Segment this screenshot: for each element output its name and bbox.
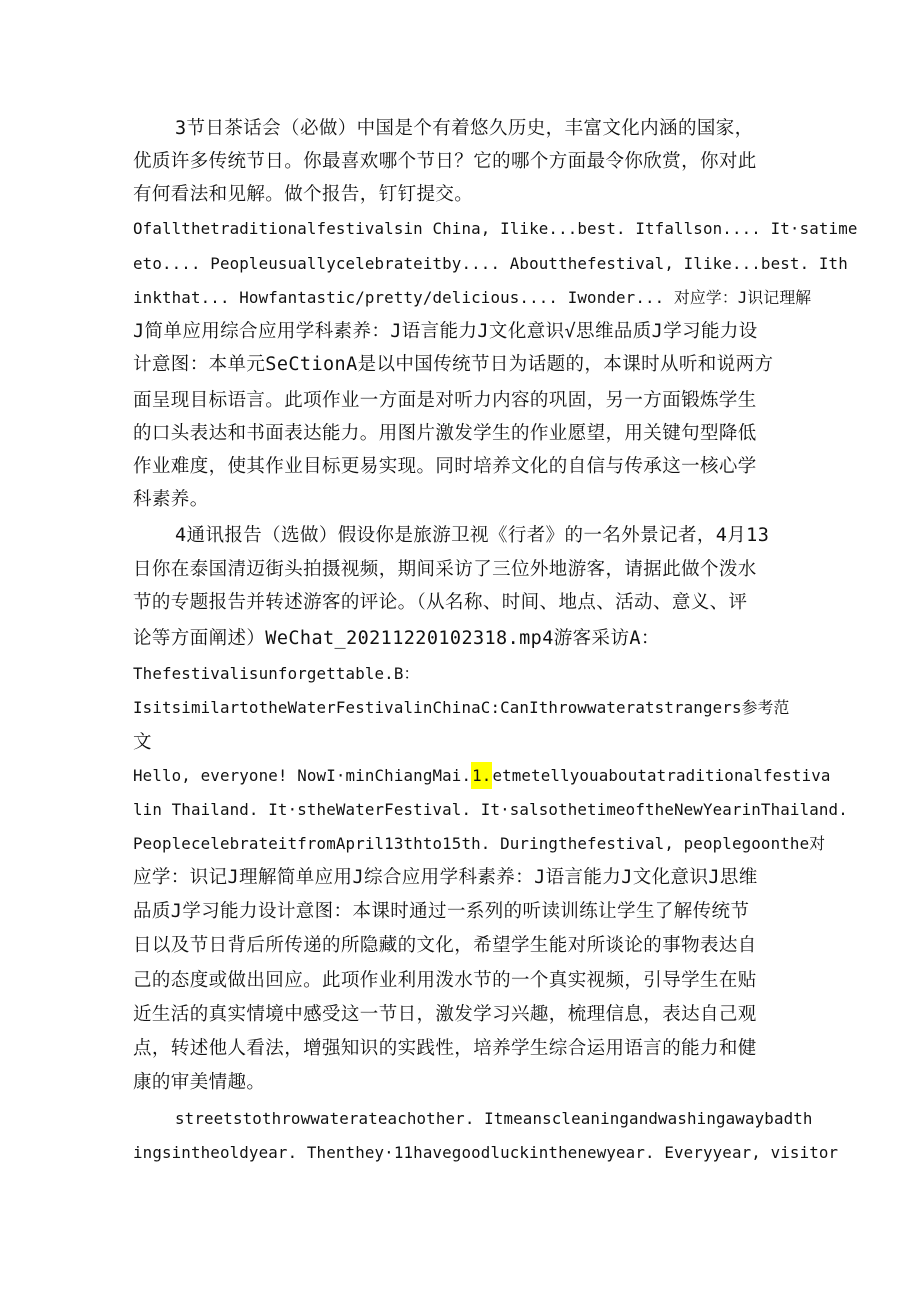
- sample-line-1-end: etmetellyouaboutatraditionalfestiva: [492, 766, 831, 785]
- paragraph-4-line-1: 4通讯报告（选做）假设你是旅游卫视《行者》的一名外景记者，4月13: [175, 525, 770, 546]
- paragraph-4-line-6: IsitsimilartotheWaterFestivalinChinaC:CanIthrowwateratstrangers参考范: [133, 698, 790, 717]
- paragraph-3-line-6: inkthat... Howfantastic/pretty/delicious.... Iwonder... 对应学：J识记理解: [133, 288, 812, 307]
- paragraph-4-line-5: Thefestivalisunforgettable.B：: [133, 664, 420, 683]
- sample-line-2: lin Thailand. It·stheWaterFestival. It·salsothetimeoftheNewYearinThailand.: [133, 800, 848, 819]
- sample-line-7: 己的态度或做出回应。此项作业利用泼水节的一个真实视频，引导学生在贴: [133, 970, 757, 991]
- sample-line-1: [133, 766, 831, 785]
- sample-continuation-line-1: streetstothrowwaterateachother. Itmeanscleaningandwashingawaybadth: [175, 1109, 813, 1128]
- paragraph-4-line-7: 文: [133, 732, 152, 753]
- sample-line-3: PeoplecelebrateitfromApril13thto15th. Duringthefestival, peoplegoonthe对: [133, 834, 826, 853]
- sample-line-9: 点，转述他人看法，增强知识的实践性，培养学生综合运用语言的能力和健: [133, 1038, 757, 1059]
- sample-line-5: 品质J学习能力设计意图：本课时通过一系列的听读训练让学生了解传统节: [133, 901, 750, 922]
- paragraph-4-line-4: 论等方面阐述）WeChat_20211220102318.mp4游客采访A：: [133, 628, 660, 649]
- sample-line-1-start: Hello, everyone! NowI·minChiangMai.: [133, 766, 472, 785]
- paragraph-3-line-1: 3节日茶话会（必做）中国是个有着悠久历史，丰富文化内涵的国家，: [175, 118, 754, 139]
- paragraph-3-line-8: 计意图：本单元SeCtionA是以中国传统节日为话题的，本课时从听和说两方: [133, 354, 774, 375]
- paragraph-3-line-12: 科素养。: [133, 489, 209, 510]
- paragraph-3-line-2: 优质许多传统节日。你最喜欢哪个节日？它的哪个方面最令你欣赏，你对此: [133, 151, 757, 172]
- paragraph-3-line-9: 面呈现目标语言。此项作业一方面是对听力内容的巩固，另一方面锻炼学生: [133, 390, 757, 411]
- sample-line-4: 应学：识记J理解简单应用J综合应用学科素养：J语言能力J文化意识J思维: [133, 867, 758, 888]
- sample-continuation-line-2: ingsintheoldyear. Thenthey·11havegoodluckinthenewyear. Everyyear, visitor: [133, 1143, 839, 1162]
- highlighted-marker: 1.: [471, 762, 492, 789]
- paragraph-3-line-4: Ofallthetraditionalfestivalsin China, Ilike...best. Itfallson.... It·satime: [133, 219, 858, 238]
- paragraph-3-line-10: 的口头表达和书面表达能力。用图片激发学生的作业愿望，用关键句型降低: [133, 423, 757, 444]
- paragraph-3-line-3: 有何看法和见解。做个报告，钉钉提交。: [133, 184, 474, 205]
- paragraph-4-line-2: 日你在泰国清迈街头拍摄视频，期间采访了三位外地游客，请据此做个泼水: [133, 559, 757, 580]
- paragraph-3-line-5: eto.... Peopleusuallycelebrateitby.... Aboutthefestival, Ilike...best. Ith: [133, 254, 848, 273]
- paragraph-3-line-7: J简单应用综合应用学科素养：J语言能力J文化意识√思维品质J学习能力设: [133, 321, 758, 342]
- paragraph-3-line-11: 作业难度，使其作业目标更易实现。同时培养文化的自信与传承这一核心学: [133, 456, 757, 477]
- paragraph-4-line-3: 节的专题报告并转述游客的评论。（从名称、时间、地点、活动、意义、评: [133, 592, 748, 613]
- sample-line-8: 近生活的真实情境中感受这一节日，激发学习兴趣，梳理信息，表达自己观: [133, 1004, 757, 1025]
- sample-line-10: 康的审美情趣。: [133, 1072, 266, 1093]
- sample-line-6: 日以及节日背后所传递的所隐藏的文化，希望学生能对所谈论的事物表达自: [133, 935, 757, 956]
